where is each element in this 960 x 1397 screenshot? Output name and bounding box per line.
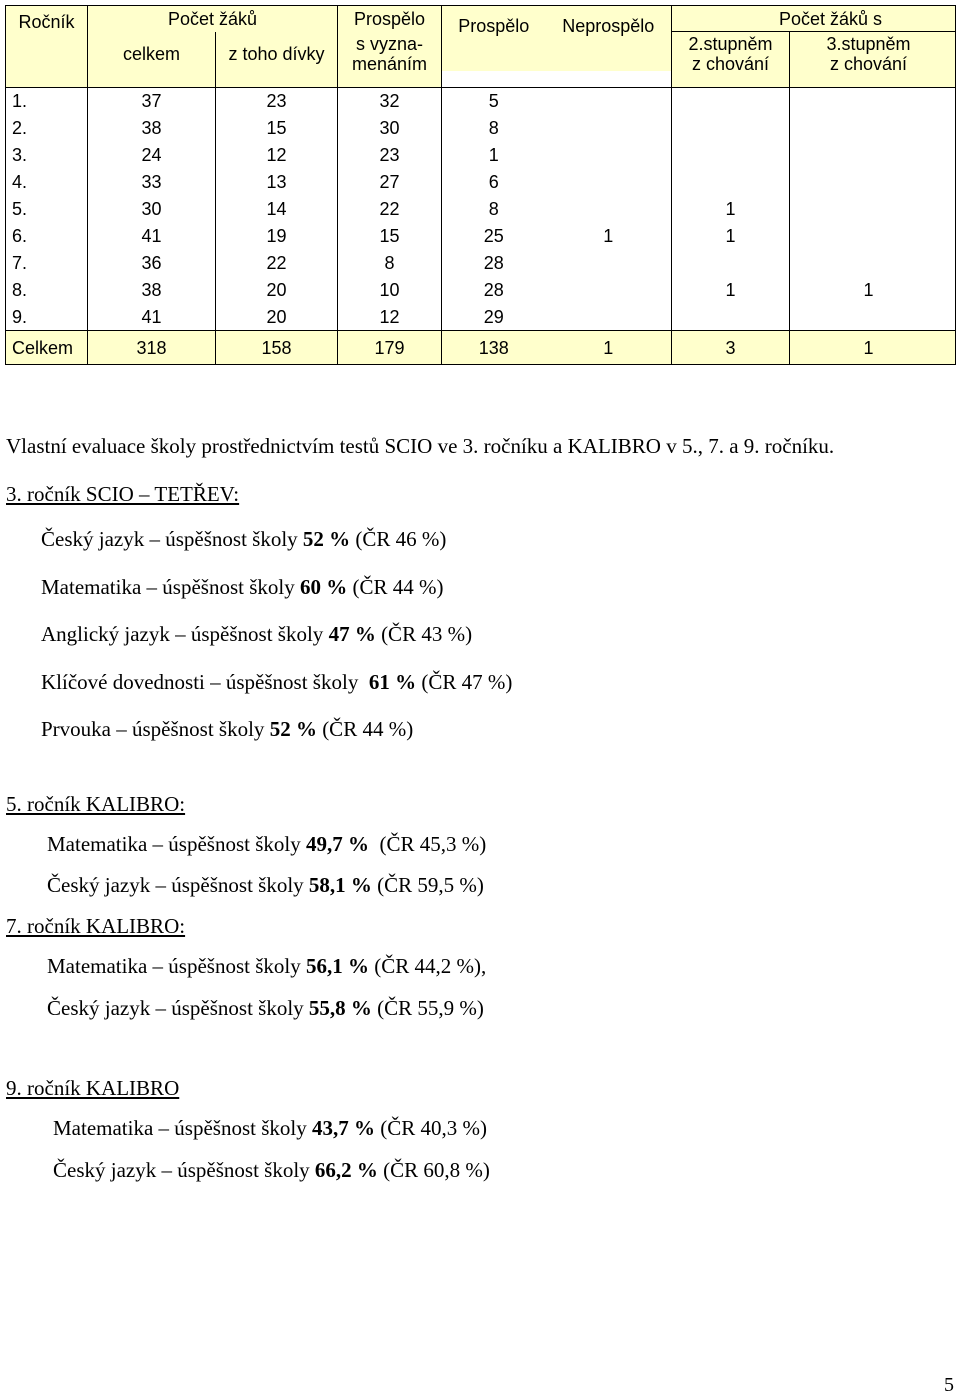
kalibro9-heading: 9. ročník KALIBRO	[6, 1076, 180, 1100]
cell-3-stupnem	[790, 250, 956, 277]
cell-neprospelo	[546, 142, 672, 169]
item-national-score: (ČR 44 %)	[316, 717, 414, 741]
item-school-score: 60 %	[299, 575, 348, 599]
cell-vyznamenani: 15	[338, 223, 442, 250]
table-row	[6, 250, 956, 277]
cell-neprospelo	[546, 169, 672, 196]
scio3-item	[41, 622, 472, 647]
cell-3-stupnem	[790, 196, 956, 223]
cell-3-stupnem	[790, 142, 956, 169]
cell-vyznamenani: 12	[338, 304, 442, 331]
cell-3-stupnem: 1	[790, 331, 956, 365]
cell-prospelo: 8	[442, 196, 546, 223]
cell-rocnik: 5.	[6, 196, 88, 223]
item-label: Český jazyk – úspěšnost školy	[53, 1158, 315, 1182]
header-2-stupnem-line2: z chování	[691, 54, 770, 74]
cell-divky: 12	[216, 142, 338, 169]
kalibro5-item	[47, 832, 486, 857]
cell-rocnik: 1.	[6, 88, 88, 115]
cell-2-stupnem: 1	[672, 223, 790, 250]
cell-rocnik: 4.	[6, 169, 88, 196]
header-neprospelo: Neprospělo	[546, 16, 672, 72]
cell-2-stupnem	[672, 169, 790, 196]
cell-divky: 20	[216, 277, 338, 304]
header-3-stupnem	[790, 32, 956, 88]
item-school-score: 52 %	[269, 717, 317, 741]
item-label: Matematika – úspěšnost školy	[47, 954, 306, 978]
item-school-score: 47 %	[328, 622, 376, 646]
item-national-score: (ČR 43 %)	[375, 622, 473, 646]
cell-celkem: 24	[88, 142, 216, 169]
cell-prospelo: 1	[442, 142, 546, 169]
table-row	[6, 169, 956, 196]
cell-vyznamenani: 27	[338, 169, 442, 196]
cell-rocnik: 8.	[6, 277, 88, 304]
item-national-score: (ČR 44 %)	[347, 575, 444, 599]
cell-celkem: 318	[88, 331, 216, 365]
scio3-heading: 3. ročník SCIO – TETŘEV:	[6, 482, 240, 506]
kalibro9-item	[53, 1116, 487, 1141]
cell-neprospelo	[546, 196, 672, 223]
item-label: Český jazyk – úspěšnost školy	[41, 527, 303, 551]
kalibro9-item	[53, 1158, 490, 1183]
cell-divky: 23	[216, 88, 338, 115]
cell-2-stupnem	[672, 88, 790, 115]
cell-3-stupnem: 1	[790, 277, 956, 304]
item-national-score: (ČR 60,8 %)	[377, 1158, 490, 1182]
cell-rocnik: 3.	[6, 142, 88, 169]
table-row	[6, 223, 956, 250]
header-prospelo-top: Prospělo	[338, 6, 442, 32]
cell-vyznamenani: 30	[338, 115, 442, 142]
item-school-score: 55,8 %	[308, 996, 372, 1020]
table-row	[6, 115, 956, 142]
cell-3-stupnem	[790, 304, 956, 331]
cell-neprospelo	[546, 88, 672, 115]
kalibro5-heading: 5. ročník KALIBRO:	[6, 792, 186, 816]
scio3-item	[41, 575, 443, 600]
cell-divky: 15	[216, 115, 338, 142]
cell-celkem: 38	[88, 115, 216, 142]
scio3-item	[41, 717, 413, 742]
table-row	[6, 88, 956, 115]
item-label: Český jazyk – úspěšnost školy	[47, 873, 309, 897]
cell-celkem: 36	[88, 250, 216, 277]
cell-neprospelo	[546, 277, 672, 304]
kalibro7-item	[47, 954, 486, 979]
cell-vyznamenani: 32	[338, 88, 442, 115]
cell-vyznamenani: 23	[338, 142, 442, 169]
cell-vyznamenani: 8	[338, 250, 442, 277]
item-national-score: (ČR 47 %)	[416, 670, 513, 694]
cell-rocnik: 6.	[6, 223, 88, 250]
cell-prospelo: 6	[442, 169, 546, 196]
cell-divky: 20	[216, 304, 338, 331]
cell-celkem: 33	[88, 169, 216, 196]
item-national-score: (ČR 44,2 %),	[368, 954, 487, 978]
cell-3-stupnem	[790, 223, 956, 250]
cell-celkem: 38	[88, 277, 216, 304]
scio3-item	[41, 670, 512, 695]
item-national-score: (ČR 46 %)	[350, 527, 447, 551]
item-school-score: 52 %	[302, 527, 351, 551]
cell-rocnik: 9.	[6, 304, 88, 331]
cell-rocnik: 2.	[6, 115, 88, 142]
header-celkem: celkem	[88, 32, 216, 88]
page-number: 5	[944, 1374, 954, 1396]
cell-celkem: 41	[88, 223, 216, 250]
cell-celkem: 30	[88, 196, 216, 223]
item-national-score: (ČR 59,5 %)	[371, 873, 484, 897]
cell-neprospelo: 1	[546, 331, 672, 365]
table-row	[6, 142, 956, 169]
cell-rocnik: Celkem	[6, 331, 88, 365]
item-national-score: (ČR 55,9 %)	[371, 996, 484, 1020]
cell-prospelo: 25	[442, 223, 546, 250]
kalibro7-heading: 7. ročník KALIBRO:	[6, 914, 186, 938]
header-prospelo: Prospělo	[442, 16, 546, 72]
cell-neprospelo	[546, 115, 672, 142]
cell-2-stupnem	[672, 250, 790, 277]
header-s-vyznamenanim	[338, 32, 442, 88]
item-school-score: 49,7 %	[305, 832, 369, 856]
cell-vyznamenani: 179	[338, 331, 442, 365]
cell-prospelo: 138	[442, 331, 546, 365]
header-pocet-zaku-s: Počet žáků s	[672, 6, 956, 32]
cell-2-stupnem	[672, 142, 790, 169]
cell-celkem: 41	[88, 304, 216, 331]
header-2-stupnem-line1: 2.stupněm	[688, 34, 773, 54]
item-school-score: 43,7 %	[311, 1116, 375, 1140]
cell-2-stupnem	[672, 115, 790, 142]
item-school-score: 61 %	[368, 670, 417, 694]
cell-2-stupnem	[672, 304, 790, 331]
cell-rocnik: 7.	[6, 250, 88, 277]
cell-prospelo: 8	[442, 115, 546, 142]
cell-divky: 14	[216, 196, 338, 223]
cell-2-stupnem: 1	[672, 196, 790, 223]
item-label: Matematika – úspěšnost školy	[53, 1116, 312, 1140]
header-3-stupnem-line1: 3.stupněm	[826, 34, 911, 54]
table-row	[6, 196, 956, 223]
item-school-score: 66,2 %	[314, 1158, 378, 1182]
cell-3-stupnem	[790, 88, 956, 115]
header-s-vyznamenanim-line1: s vyzna-	[355, 33, 424, 54]
cell-vyznamenani: 22	[338, 196, 442, 223]
cell-divky: 22	[216, 250, 338, 277]
header-rocnik: Ročník	[6, 6, 88, 32]
item-national-score: (ČR 40,3 %)	[374, 1116, 487, 1140]
results-table-body	[6, 88, 956, 365]
cell-prospelo: 28	[442, 250, 546, 277]
scio3-item	[41, 527, 446, 552]
header-z-toho-divky: z toho dívky	[216, 32, 338, 88]
cell-2-stupnem: 1	[672, 277, 790, 304]
cell-prospelo: 5	[442, 88, 546, 115]
item-label: Český jazyk – úspěšnost školy	[47, 996, 309, 1020]
item-label: Klíčové dovednosti – úspěšnost školy	[41, 670, 369, 694]
item-school-score: 58,1 %	[308, 873, 372, 897]
item-label: Prvouka – úspěšnost školy	[41, 717, 270, 741]
results-table	[5, 5, 956, 365]
item-label: Matematika – úspěšnost školy	[41, 575, 300, 599]
cell-3-stupnem	[790, 169, 956, 196]
cell-prospelo: 28	[442, 277, 546, 304]
cell-divky: 13	[216, 169, 338, 196]
cell-neprospelo	[546, 250, 672, 277]
cell-3-stupnem	[790, 115, 956, 142]
cell-prospelo: 29	[442, 304, 546, 331]
cell-neprospelo	[546, 304, 672, 331]
item-school-score: 56,1 %	[305, 954, 369, 978]
kalibro5-item	[47, 873, 484, 898]
header-s-vyznamenanim-line2: menáním	[351, 53, 428, 74]
item-label: Matematika – úspěšnost školy	[47, 832, 306, 856]
header-2-stupnem	[672, 32, 790, 88]
kalibro7-item	[47, 996, 484, 1021]
cell-2-stupnem: 3	[672, 331, 790, 365]
table-total-row	[6, 331, 956, 365]
cell-divky: 158	[216, 331, 338, 365]
item-label: Anglický jazyk – úspěšnost školy	[41, 622, 329, 646]
header-pocet-zaku: Počet žáků	[88, 6, 338, 32]
cell-divky: 19	[216, 223, 338, 250]
cell-neprospelo: 1	[603, 226, 614, 246]
header-3-stupnem-line2: z chování	[829, 54, 908, 74]
cell-vyznamenani: 10	[338, 277, 442, 304]
cell-celkem: 37	[88, 88, 216, 115]
intro-paragraph: Vlastní evaluace školy prostřednictvím testů SCIO ve 3. ročníku a KALIBRO v 5., 7. a 9. ročníku.	[6, 434, 835, 458]
table-row	[6, 304, 956, 331]
item-national-score: (ČR 45,3 %)	[368, 832, 487, 856]
table-row	[6, 277, 956, 304]
